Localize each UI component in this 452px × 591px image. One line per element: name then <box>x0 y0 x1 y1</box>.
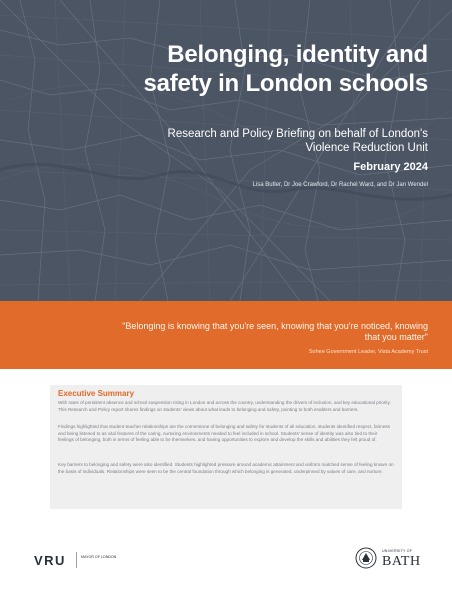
university-of-bath-logo: BATH <box>382 554 421 569</box>
summary-paragraph: With rates of persistent absence and school suspension rising in London and across the country, understanding the drivers of inclusion, and key educational priority. This Research and Policy report shares findings on students' views about what leads to belonging and safety, pointing to both enablers and barriers. <box>58 400 391 412</box>
pull-quote: "Belonging is knowing that you're seen, knowing that you're noticed, knowing that you matter" <box>122 321 428 342</box>
summary-paragraph: Findings highlighted that student-teacher relationships are the cornerstone of belonging and safety for students of all education, students identified respect, fairness and being listened to as vital features of the caring, nurturing environments needed to feel included in school. Students' sense of identity was also tied to their feelings of belonging, both in terms of feeling able to be themselves, and having opportunities to explore and develop the skills and abilities they felt proud of. <box>58 424 390 443</box>
logo-divider <box>76 552 77 568</box>
report-title: Belonging, identity and safety in London schools <box>143 41 428 97</box>
executive-summary-heading: Executive Summary <box>58 389 135 398</box>
vru-logo: VRU <box>34 553 66 568</box>
university-seal-icon <box>355 547 377 569</box>
report-date: February 2024 <box>353 161 428 173</box>
summary-paragraph: Key barriers to belonging and safety were also identified. Students highlighted pressure around academic attainment and uniform matched sense of feeling known on the basis of individuals. Relationships were seen to be the central foundation through which belonging is generated, underpinned by values of care, and nurture. <box>58 462 394 474</box>
report-authors: Lisa Butler, Dr Joe Crawford, Dr Rachel Ward, and Dr Jan Wendel <box>252 182 428 188</box>
quote-attribution: Sohee Government Leader, Vista Academy Trust <box>308 349 428 355</box>
mayor-of-london-logo: MAYOR OF LONDON <box>81 555 117 559</box>
executive-summary-box <box>50 385 402 509</box>
report-subtitle: Research and Policy Briefing on behalf of London's Violence Reduction Unit <box>167 128 428 154</box>
university-of-label: UNIVERSITY OF <box>382 549 413 553</box>
